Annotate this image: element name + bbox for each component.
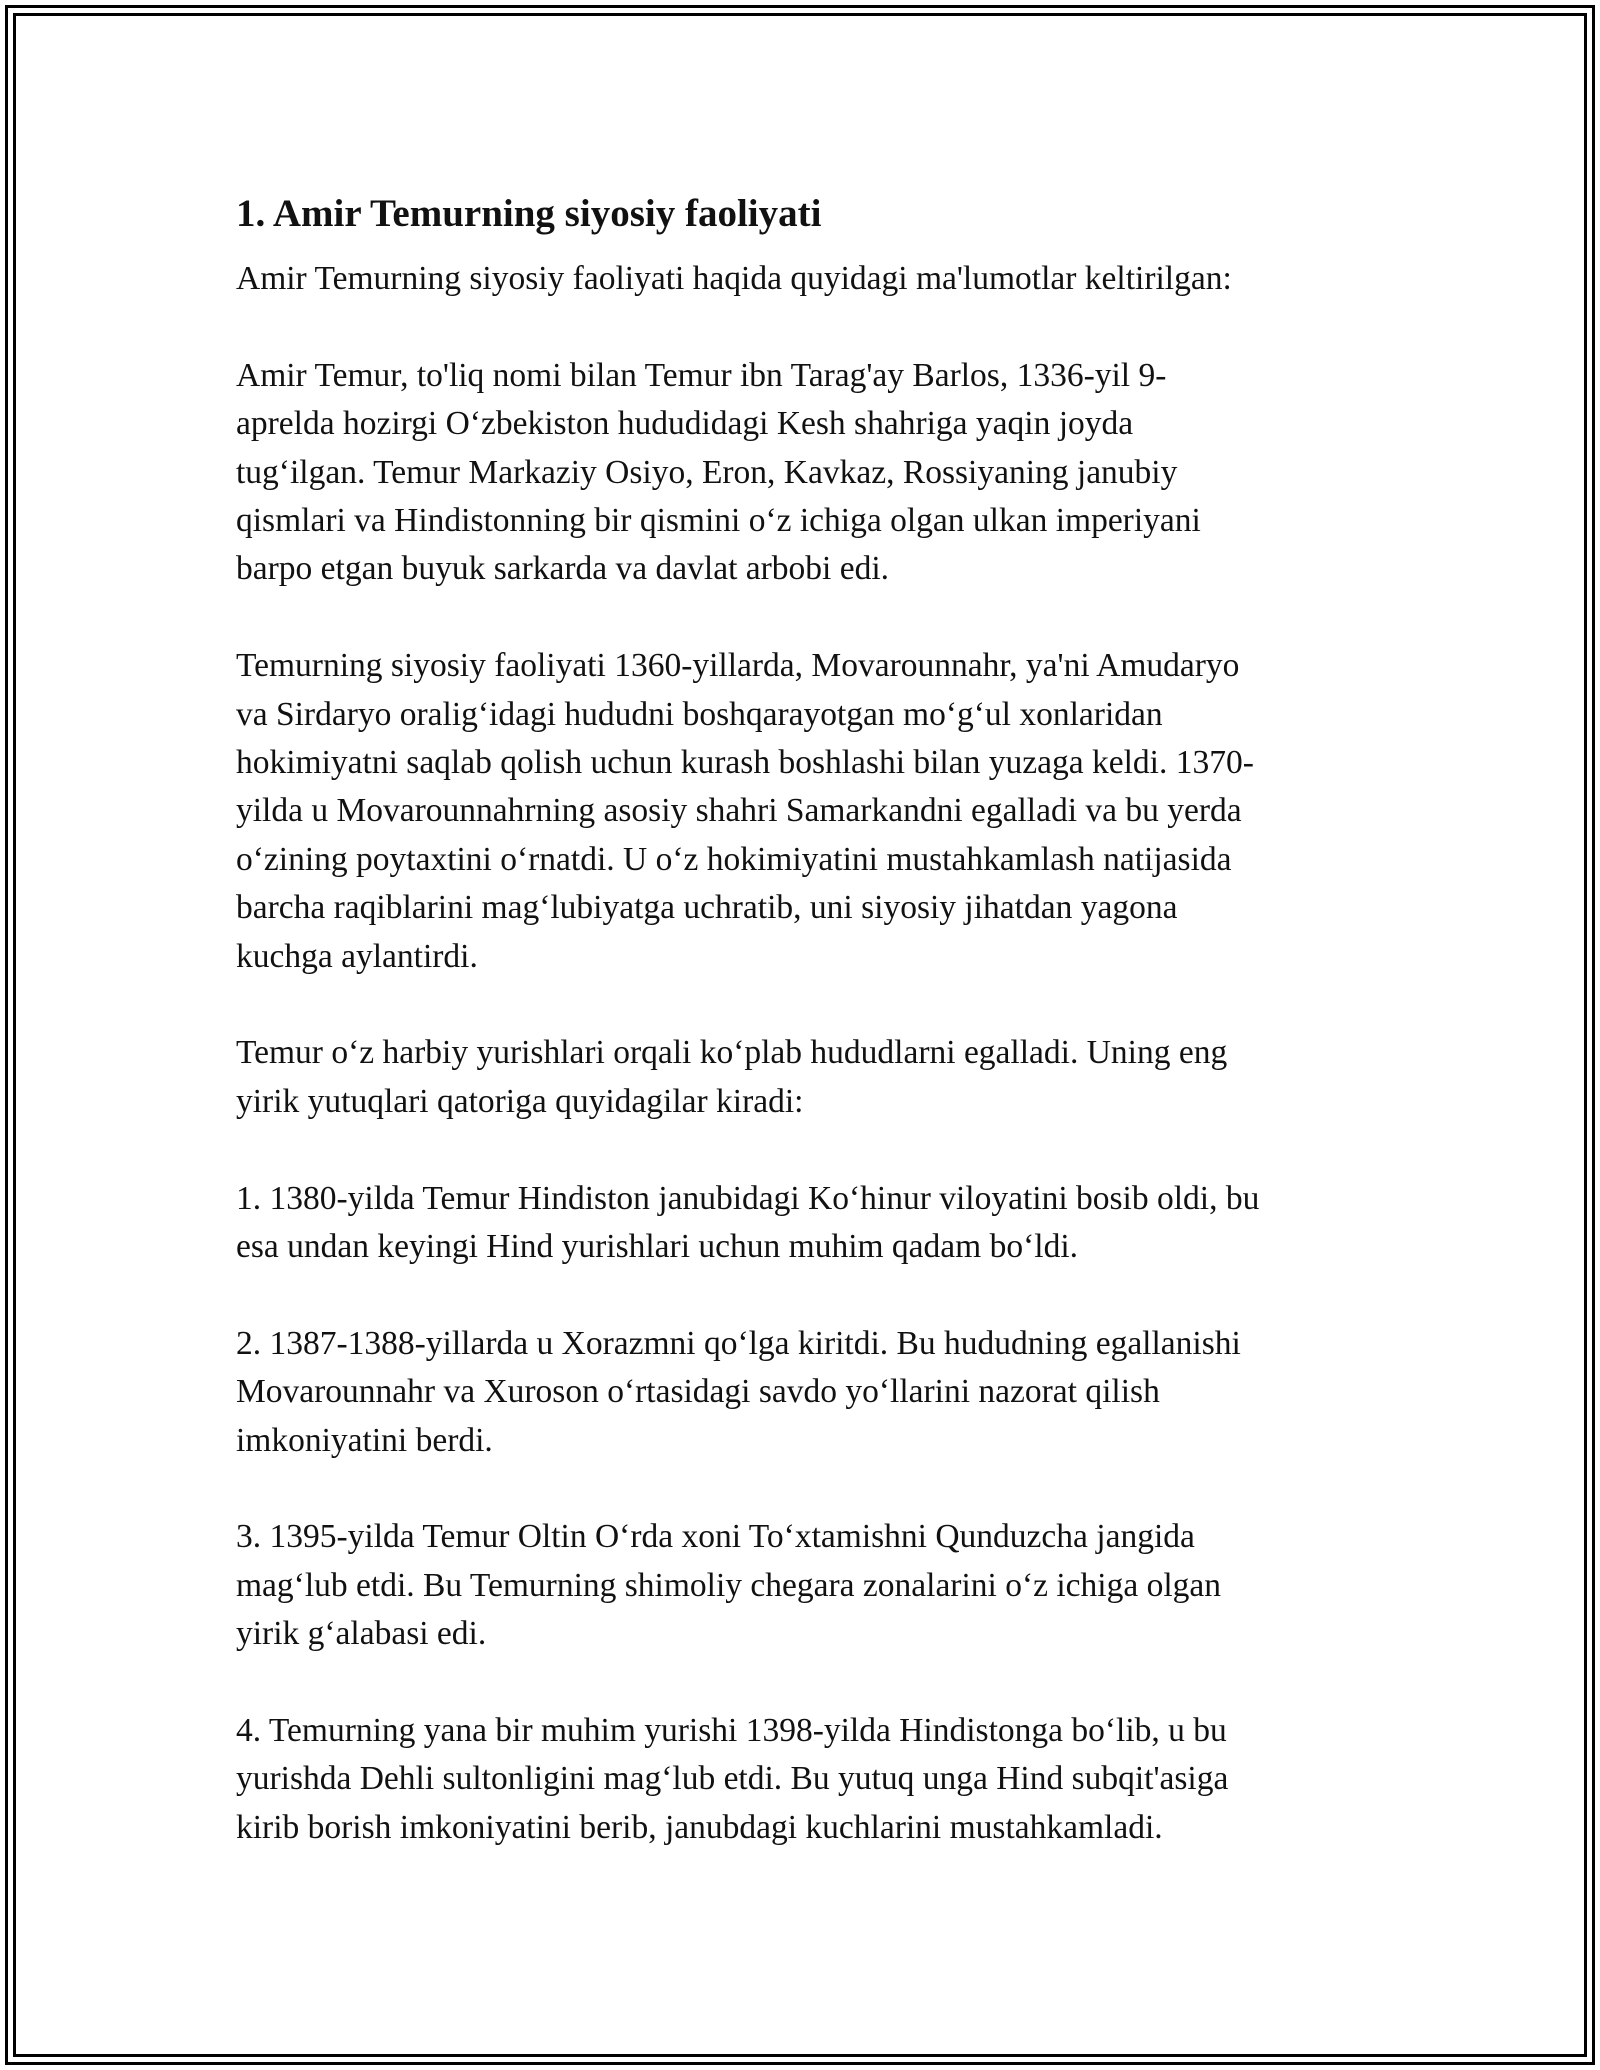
spacer [236,243,1376,255]
list-item-3: 3. 1395-yilda Temur Oltin Oʻrda xoni Toʻxtamishni Qunduzcha jangida magʻlub etdi. Bu Temurning shimoliy chegara zonalarini oʻz ichiga olgan yirik gʻalabasi edi. [236,1518,1222,1653]
document-body [236,185,1376,1852]
spacer [236,594,1376,642]
document-title: 1. Amir Temurning siyosiy faoliyati [236,192,822,235]
campaigns-intro-paragraph: Temur oʻz harbiy yurishlari orqali koʻplab hududlarni egalladi. Uning eng yirik yutuqlari qatoriga quyidagilar kiradi: [236,1034,1228,1120]
spacer [236,1126,1376,1174]
spacer [236,1659,1376,1707]
spacer [236,981,1376,1029]
list-item-1: 1. 1380-yilda Temur Hindiston janubidagi Koʻhinur viloyatini bosib oldi, bu esa undan keyingi Hind yurishlari uchun muhim qadam boʻldi. [236,1179,1260,1266]
spacer [236,303,1376,351]
spacer [236,1271,1376,1319]
biography-paragraph: Amir Temur, to'liq nomi bilan Temur ibn Tarag'ay Barlos, 1336-yil 9- aprelda hozirgi Oʻzbekiston hududidagi Kesh shahriga yaqin joyda tugʻilgan. Temur Markaziy Osiyo, Eron, Kavkaz, Rossiyaning janubiy qismlari va Hindistonning bir qismini oʻz ichiga olgan ulkan imperiyani barpo etgan buyuk sarkarda va davlat arbobi edi. [236,356,1201,588]
list-item-4: 4. Temurning yana bir muhim yurishi 1398-yilda Hindistonga boʻlib, u bu yurishda Dehli sultonligini magʻlub etdi. Bu yutuq unga Hind subqit'asiga kirib borish imkoniyatini berib, janubdagi kuchlarini mustahkamladi. [236,1712,1229,1846]
intro-paragraph: Amir Temurning siyosiy faoliyati haqida quyidagi ma'lumotlar keltirilgan: [236,260,1232,297]
spacer [236,1465,1376,1513]
political-activity-paragraph: Temurning siyosiy faoliyati 1360-yillarda, Movarounnahr, ya'ni Amudaryo va Sirdaryo oraligʻidagi hududni boshqarayotgan moʻgʻul xonlaridan hokimiyatni saqlab qolish uchun kurash boshlashi bilan yuzaga keldi. 1370- yilda u Movarounnahrning asosiy shahri Samarkandni egalladi va bu yerda oʻzining poytaxtini oʻrnatdi. U oʻz hokimiyatini mustahkamlash natijasida barcha raqiblarini magʻlubiyatga uchratib, uni siyosiy jihatdan yagona kuchga aylantirdi. [236,647,1254,975]
list-item-2: 2. 1387-1388-yillarda u Xorazmni qoʻlga kiritdi. Bu hududning egallanishi Movarounnahr va Xuroson oʻrtasidagi savdo yoʻllarini nazorat qilish imkoniyatini berdi. [236,1324,1241,1459]
